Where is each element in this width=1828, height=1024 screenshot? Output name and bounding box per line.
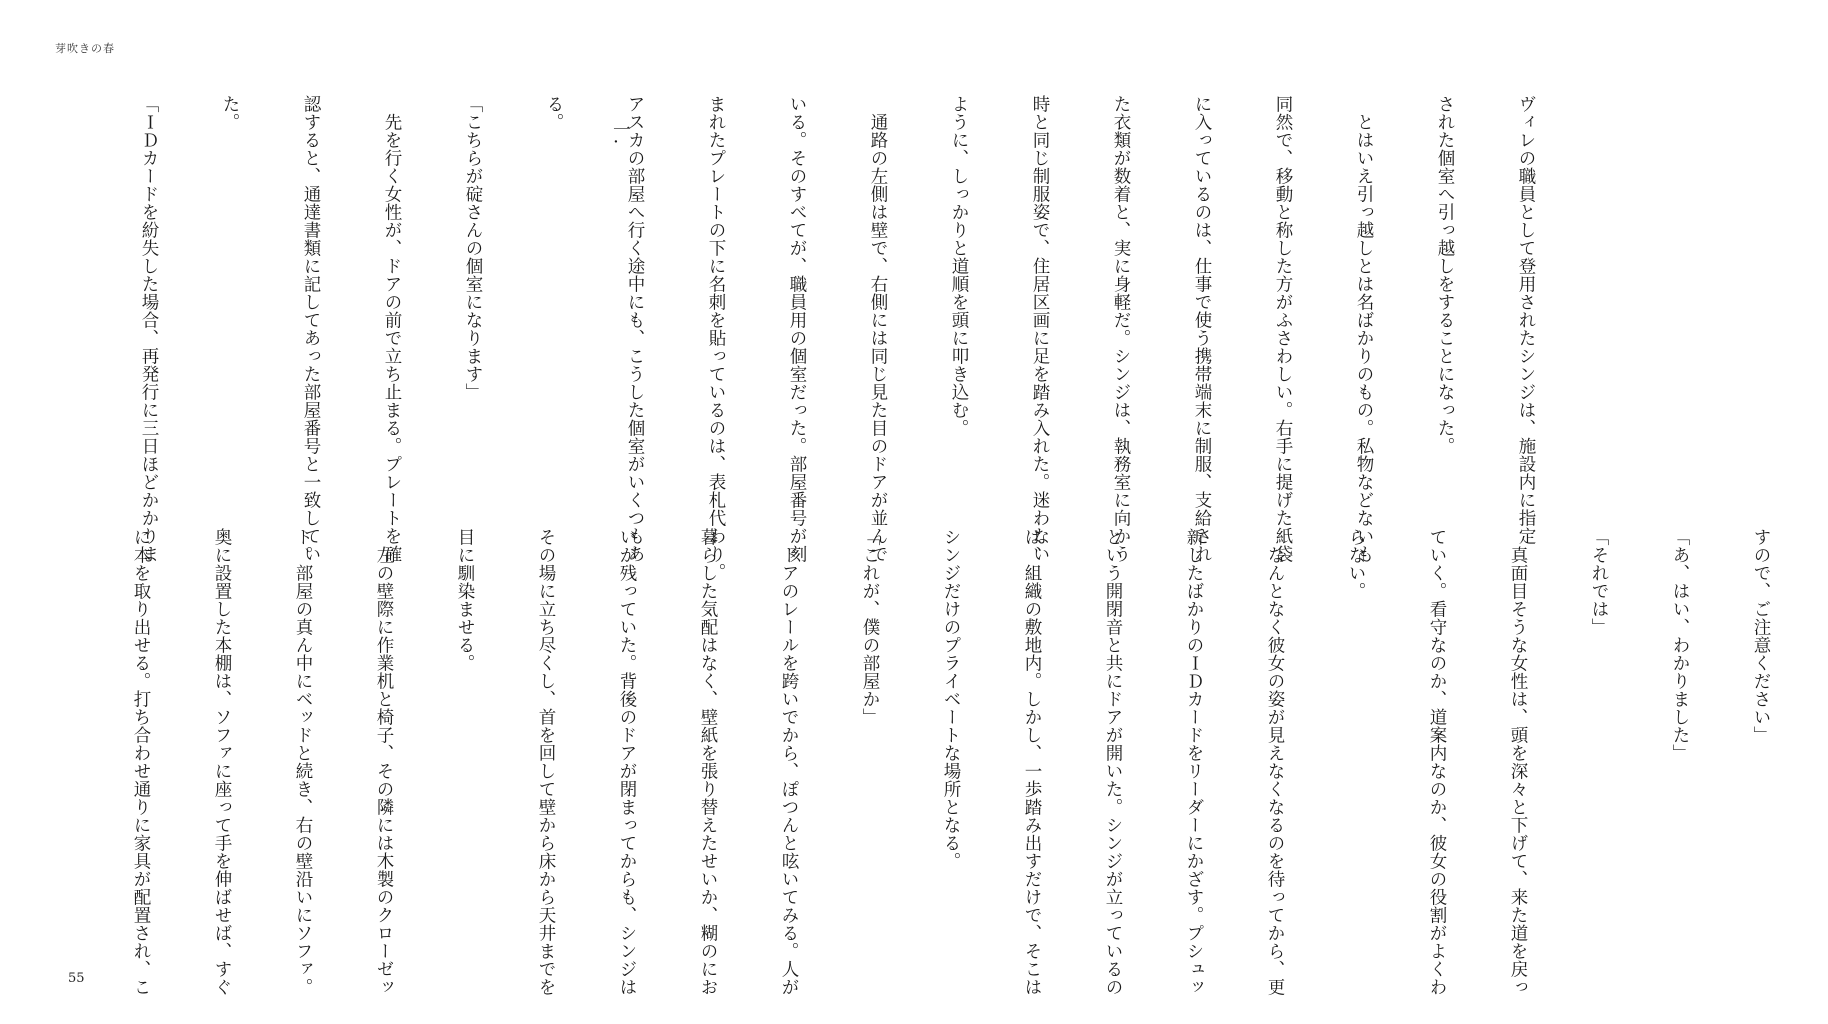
text-line: なんとなく彼女の姿が見えなくなるのを待ってから、更 [1265, 528, 1285, 996]
text-line: 「あ、はい、わかりました」 [1670, 528, 1690, 762]
text-line: まれたプレートの下に名刺を貼っているのは、表札代わり。 [706, 95, 726, 581]
text-line: シンジだけのプライベートな場所となる。 [941, 528, 961, 870]
text-line: 「それでは」 [1589, 528, 1609, 636]
page-number: 55 [68, 971, 85, 986]
text-line: された個室へ引っ越しをすることになった。 [1435, 95, 1455, 455]
text-line: 新したばかりのＩＤカードをリーダーにかざす。プシュッ [1184, 528, 1204, 996]
text-line: 「こちらが碇さんの個室になります」 [463, 95, 483, 401]
text-line: た衣類が数着と、実に身軽だ。シンジは、執務室に向かう [1111, 95, 1131, 563]
text-line: ヴィレの職員として登用されたシンジは、施設内に指定 [1516, 95, 1536, 545]
text-line: 先を行く女性が、ドアの前で立ち止まる。プレートを確 [382, 95, 402, 563]
text-line: という開閉音と共にドアが開いた。シンジが立っているの [1103, 528, 1123, 996]
text-line: ト。部屋の真ん中にベッドと続き、右の壁沿いにソファ。 [293, 528, 313, 996]
text-line: すので、ご注意ください」 [1751, 528, 1771, 744]
text-line: 通路の左側は壁で、右側には同じ見た目のドアが並んで [868, 95, 888, 563]
text-line: 真面目そうな女性は、頭を深々と下げて、来た道を戻っ [1508, 528, 1528, 996]
text-line: その場に立ち尽くし、首を回して壁から床から天井までを [536, 528, 556, 996]
text-line: 時と同じ制服姿で、住居区画に足を踏み入れた。迷わない [1030, 95, 1050, 563]
text-line: 認すると、通達書類に記してあった部屋番号と一致してい [301, 95, 321, 563]
text-line: は、組織の敷地内。しかし、一歩踏み出すだけで、そこは [1022, 528, 1042, 996]
text-line: 「ＩＤカードを紛失した場合、再発行に三日ほどかかりま [139, 95, 159, 563]
text-line: 左の壁際に作業机と椅子、その隣には木製のクローゼッ [374, 528, 394, 996]
text-line: 同然で、移動と称した方がふさわしい。右手に提げた紙袋 [1273, 95, 1293, 563]
text-line: アスカの部屋へ行く途中にも、こうした個室がいくつもあ [625, 95, 645, 563]
text-line: に入っているのは、仕事で使う携帯端末に制服、支給され [1192, 95, 1212, 563]
text-line: いる。そのすべてが、職員用の個室だった。部屋番号が刻 [787, 95, 807, 563]
text-line: に本を取り出せる。打ち合わせ通りに家具が配置され、こ [131, 528, 151, 996]
text-line: ていく。看守なのか、道案内なのか、彼女の役割がよくわ [1427, 528, 1447, 996]
lower-text-block [100, 528, 1828, 996]
text-line: とはいえ引っ越しとは名ばかりのもの。私物などないも [1354, 95, 1374, 563]
text-line: 目に馴染ませる。 [455, 528, 475, 672]
text-line: た。 [220, 95, 240, 131]
text-line: ように、しっかりと道順を頭に叩き込む。 [949, 95, 969, 437]
text-line: らない。 [1346, 528, 1366, 600]
text-line: いが残っていた。背後のドアが閉まってからも、シンジは [617, 528, 637, 996]
text-line: 暮らした気配はなく、壁紙を張り替えたせいか、糊のにお [698, 528, 718, 996]
text-line: ドアのレールを跨いでから、ぽつんと呟いてみる。人が [779, 528, 799, 996]
chapter-mark: 一. [610, 120, 631, 145]
running-header: 芽吹きの春 [55, 42, 115, 55]
text-line: 奥に設置した本棚は、ソファに座って手を伸ばせば、すぐ [212, 528, 232, 996]
text-line: る。 [544, 95, 564, 131]
text-line: 「これが、僕の部屋か」 [860, 528, 880, 726]
